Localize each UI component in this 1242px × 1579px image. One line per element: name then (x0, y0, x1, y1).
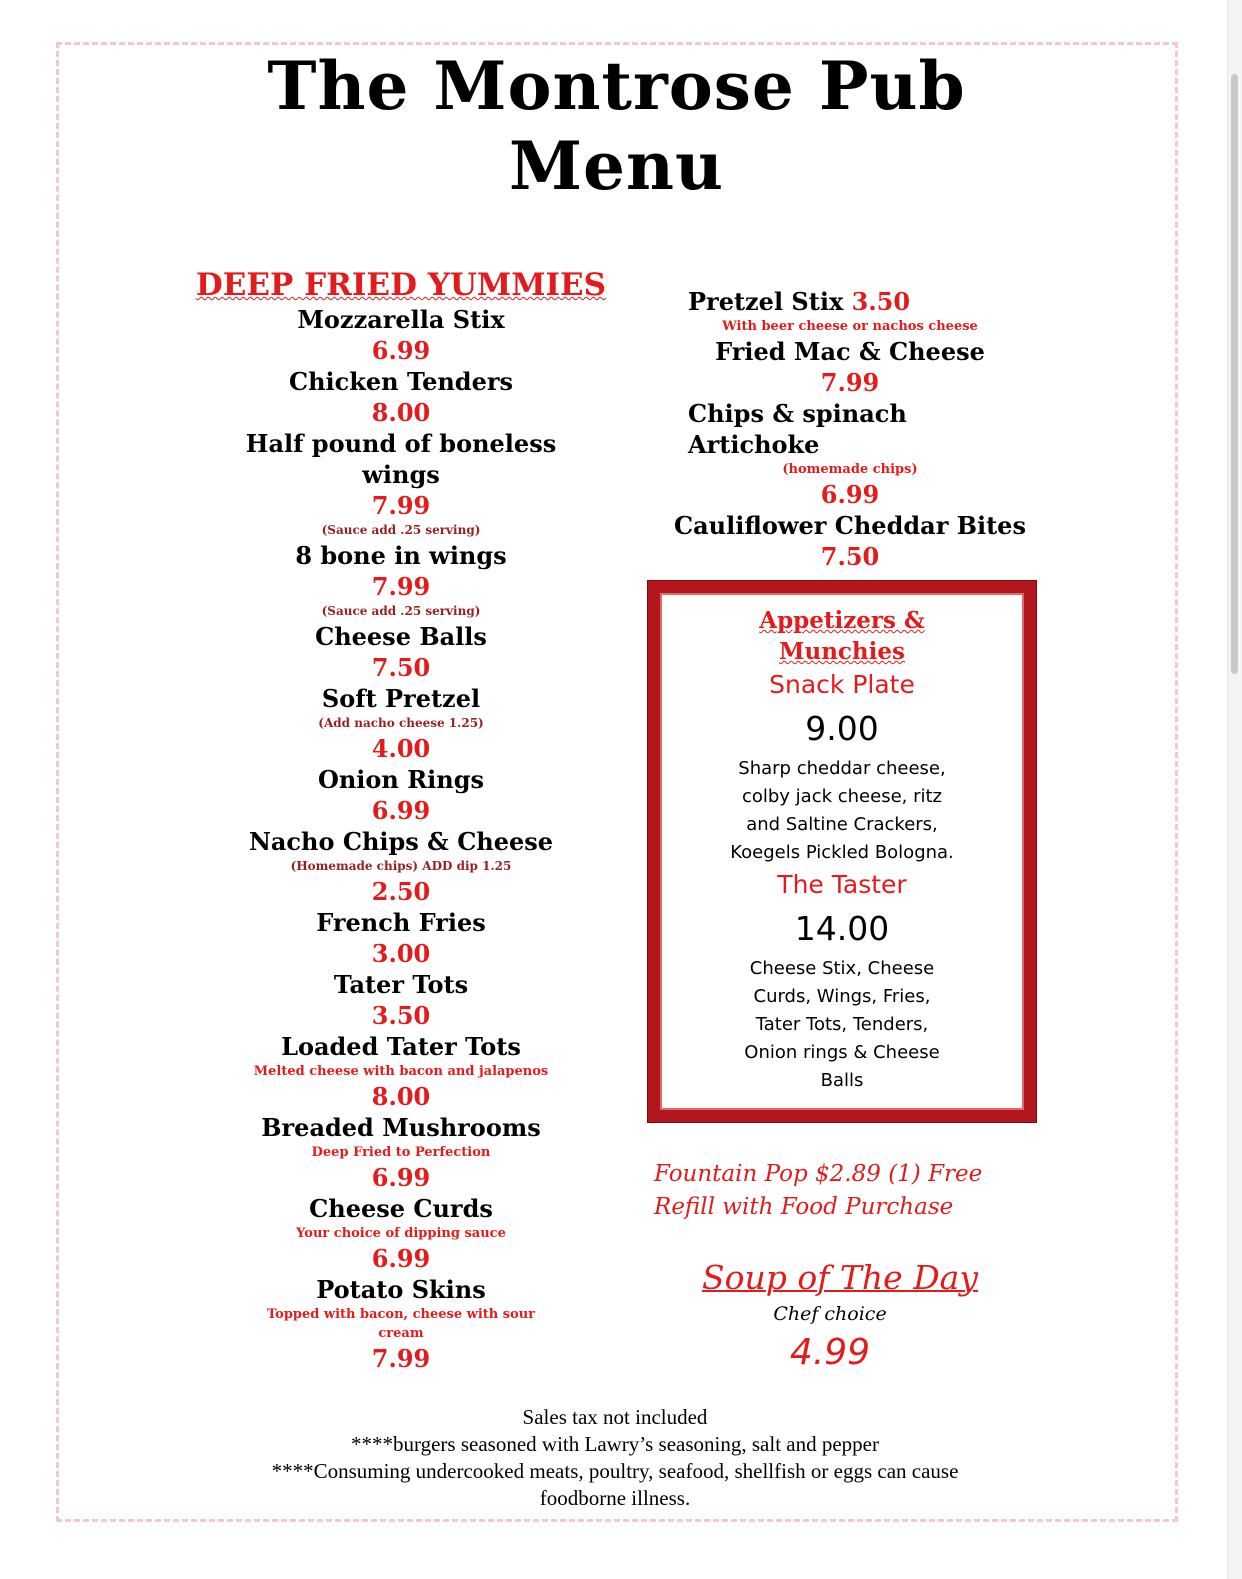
fountain-pop-note (654, 1158, 1054, 1224)
menu-item-pretzel-stix (640, 286, 1060, 317)
item-name: French Fries (316, 908, 486, 937)
item-price: 3.50 (851, 287, 911, 316)
title-line-1: The Montrose Pub (267, 47, 966, 125)
item-price: 6.99 (820, 480, 880, 509)
item-price: 8.00 (371, 398, 431, 427)
footer-line-4: foodborne illness. (539, 1486, 691, 1510)
snack-plate-desc-1: Sharp cheddar cheese, (738, 758, 946, 779)
soup-price: 4.99 (789, 1332, 871, 1373)
item-name: Breaded Mushrooms (261, 1113, 541, 1142)
soup-note: Chef choice (773, 1303, 887, 1325)
item-note: cream (378, 1326, 424, 1341)
box-heading-line-1: Appetizers & (759, 607, 925, 634)
item-name: wings (362, 460, 440, 489)
footer-line-2: ****burgers seasoned with Lawry’s seasoning, salt and pepper (351, 1432, 879, 1456)
item-name: Half pound of boneless (245, 429, 557, 458)
taster-title: The Taster (777, 870, 907, 899)
deep-fried-column (186, 266, 616, 1374)
item-price: 3.00 (371, 939, 431, 968)
item-note: (Add nacho cheese 1.25) (318, 716, 484, 730)
item-name: Chips & spinach (688, 399, 907, 428)
snack-plate-title: Snack Plate (769, 670, 915, 699)
item-name: Cauliflower Cheddar Bites (674, 511, 1026, 540)
section-heading: DEEP FRIED YUMMIES (195, 267, 607, 303)
item-price: 7.99 (371, 1344, 431, 1373)
item-price: 7.99 (371, 491, 431, 520)
footer-line-1: Sales tax not included (522, 1405, 708, 1429)
title-line-2: Menu (508, 127, 725, 205)
appetizer-column (640, 286, 1060, 572)
item-price: 4.00 (371, 734, 431, 763)
item-name: Pretzel Stix (688, 287, 844, 316)
taster-desc-4: Onion rings & Cheese (744, 1042, 940, 1063)
item-name: Soft Pretzel (321, 684, 481, 713)
item-price: 6.99 (371, 796, 431, 825)
item-name: Potato Skins (316, 1275, 486, 1304)
soup-title: Soup of The Day (702, 1258, 978, 1297)
taster-price: 14.00 (794, 909, 890, 948)
item-price: 7.50 (820, 542, 880, 571)
item-price: 6.99 (371, 1163, 431, 1192)
snack-plate-desc-2: colby jack cheese, ritz (741, 786, 943, 807)
taster-desc-3: Tater Tots, Tenders, (755, 1014, 929, 1035)
item-name: 8 bone in wings (295, 541, 507, 570)
appetizers-box (648, 581, 1036, 1122)
item-note: Melted cheese with bacon and jalapenos (253, 1064, 549, 1079)
item-name: Loaded Tater Tots (281, 1032, 521, 1061)
item-note: With beer cheese or nachos cheese (722, 319, 978, 334)
menu-title (0, 46, 1233, 206)
item-price: 6.99 (371, 1244, 431, 1273)
footer-notes (180, 1404, 1050, 1512)
fountain-line-1: Fountain Pop $2.89 (1) Free (654, 1161, 983, 1187)
box-heading-line-2: Munchies (779, 638, 905, 665)
footer-line-3: ****Consuming undercooked meats, poultry, seafood, shellfish or eggs can cause (271, 1459, 959, 1483)
item-note: Your choice of dipping sauce (296, 1226, 506, 1241)
item-price: 8.00 (371, 1082, 431, 1111)
taster-desc-2: Curds, Wings, Fries, (753, 986, 931, 1007)
item-note: (homemade chips) (782, 462, 918, 477)
scrollbar-track[interactable] (1227, 0, 1242, 1579)
item-name: Artichoke (688, 430, 820, 459)
item-name: Cheese Balls (315, 622, 487, 651)
snack-plate-price: 9.00 (805, 709, 879, 748)
item-note: Deep Fried to Perfection (311, 1145, 491, 1160)
taster-desc-1: Cheese Stix, Cheese (749, 958, 935, 979)
item-price: 7.99 (371, 572, 431, 601)
fountain-line-2: Refill with Food Purchase (654, 1194, 954, 1220)
item-name: Chicken Tenders (288, 367, 513, 396)
item-price: 6.99 (371, 336, 431, 365)
item-note: (Homemade chips) ADD dip 1.25 (290, 859, 512, 873)
item-note: Topped with bacon, cheese with sour (266, 1307, 536, 1322)
item-price: 7.50 (371, 653, 431, 682)
item-name: Nacho Chips & Cheese (248, 827, 554, 856)
snack-plate-desc-4: Koegels Pickled Bologna. (730, 842, 954, 863)
item-price: 7.99 (820, 368, 880, 397)
item-name: Onion Rings (317, 765, 485, 794)
item-note: (Sauce add .25 serving) (321, 523, 481, 537)
item-note: (Sauce add .25 serving) (321, 604, 481, 618)
item-price: 2.50 (371, 877, 431, 906)
item-name: Tater Tots (333, 970, 469, 999)
item-name: Mozzarella Stix (297, 305, 505, 334)
taster-desc-5: Balls (820, 1070, 864, 1091)
item-name: Cheese Curds (309, 1194, 493, 1223)
item-name: Fried Mac & Cheese (715, 337, 985, 366)
snack-plate-desc-3: and Saltine Crackers, (746, 814, 938, 835)
item-price: 3.50 (371, 1001, 431, 1030)
